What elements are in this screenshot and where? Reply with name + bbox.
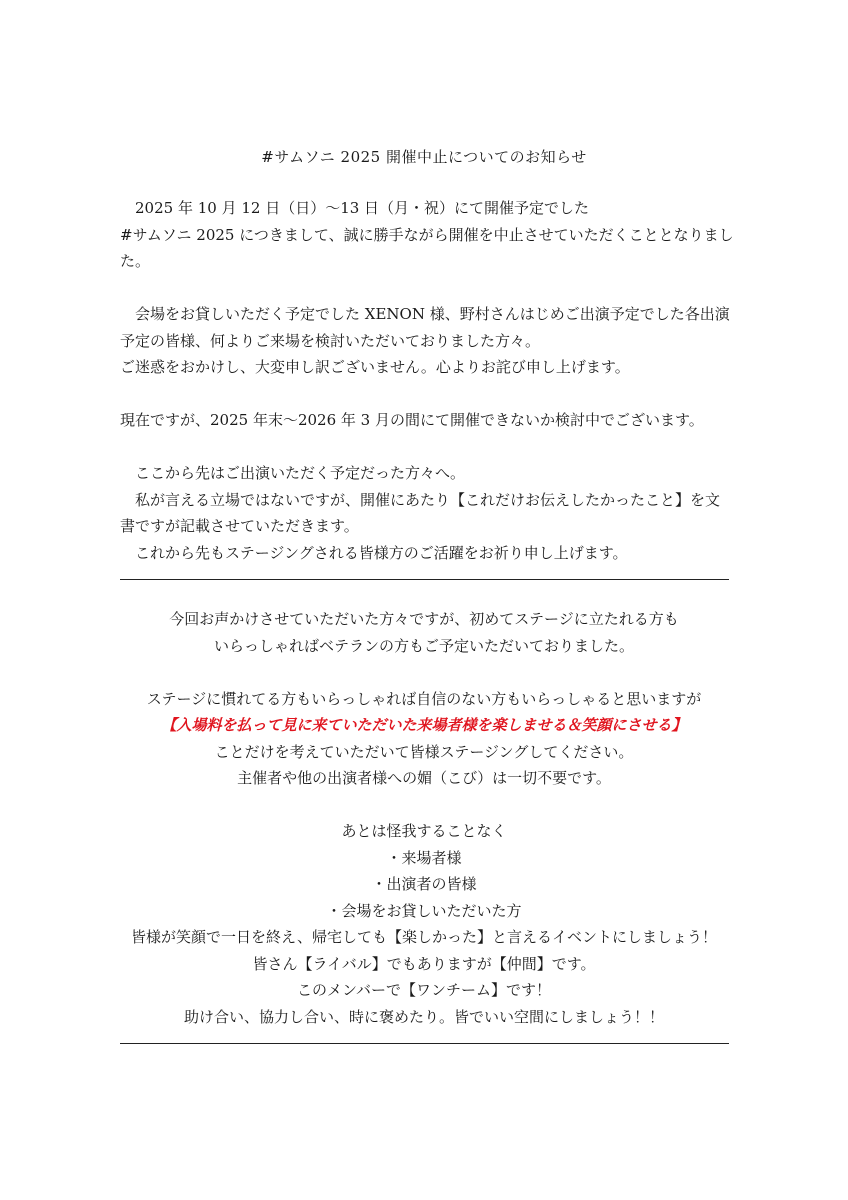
intro-line: #サムソニ 2025 につきまして、誠に勝手ながら開催を中止させていただくこととなりまし [120,225,734,244]
highlighted-message: 【入場料を払って見に来ていただいた来場者様を楽しませる＆笑顔にさせる】 [161,716,687,734]
blank-line [120,434,732,461]
intro-line: 私が言える立場ではないですが、開催にあたり【これだけお伝えしたかったこと】を文 [120,490,721,509]
list-item: ・来場者様 [386,848,462,867]
message-line: 今回お声かけさせていただいた方々ですが、初めてステージに立たれる方も [169,610,679,628]
message-line: ことだけを考えていただいて皆様ステージングしてください。 [214,742,634,761]
message-line: あとは怪我することなく [341,822,507,840]
blank-line [120,381,732,408]
intro-line: これから先もステージングされる皆様方のご活躍をお祈り申し上げます。 [120,543,628,562]
blank-line [120,275,732,302]
message-section [100,606,748,1030]
divider-top [120,579,729,580]
list-item: ・出演者の皆様 [371,875,477,893]
intro-line: 2025 年 10 月 12 日（日）〜13 日（月・祝）にて開催予定でした [120,199,590,217]
intro-line: 現在ですが、2025 年末〜2026 年 3 月の間にて開催できないか検討中でございます。 [120,411,704,429]
divider-bottom [120,1043,729,1044]
notice-title: #サムソニ 2025 開催中止についてのお知らせ [261,148,587,166]
list-item: ・会場をお貸しいただいた方 [326,901,522,920]
message-line: 皆様が笑顔で一日を終え、帰宅しても【楽しかった】と言えるイベントにしましょう！ [131,928,717,946]
message-line: 助け合い、協力し合い、時に褒めたり。皆でいい空間にしましょう！！ [183,1007,664,1026]
message-line: ステージに慣れてる方もいらっしゃれば自信のない方もいらっしゃると思いますが [146,689,702,708]
blank-line [100,659,748,686]
intro-line: た。 [120,252,151,270]
intro-line: ここから先はご出演いただく予定だった方々へ。 [120,464,466,482]
intro-line: 会場をお貸しいただく予定でした XENON 様、野村さんはじめご出演予定でした各出演 [120,305,730,323]
intro-line: ご迷惑をおかけし、大変申し訳ございません。心よりお詫び申し上げます。 [120,358,630,376]
message-line: このメンバーで【ワンチーム】です！ [297,981,551,999]
message-line: 皆さん【ライバル】でもありますが【仲間】です。 [252,954,596,973]
intro-line: 書ですが記載させていただきます。 [120,517,359,535]
intro-section [120,195,732,566]
blank-line [100,792,748,819]
message-line: いらっしゃればベテランの方もご予定いただいておりました。 [213,636,634,655]
message-line: 主催者や他の出演者様への媚（こび）は一切不要です。 [237,769,611,787]
intro-line: 予定の皆様、何よりご来場を検討いただいておりました方々。 [120,331,541,350]
